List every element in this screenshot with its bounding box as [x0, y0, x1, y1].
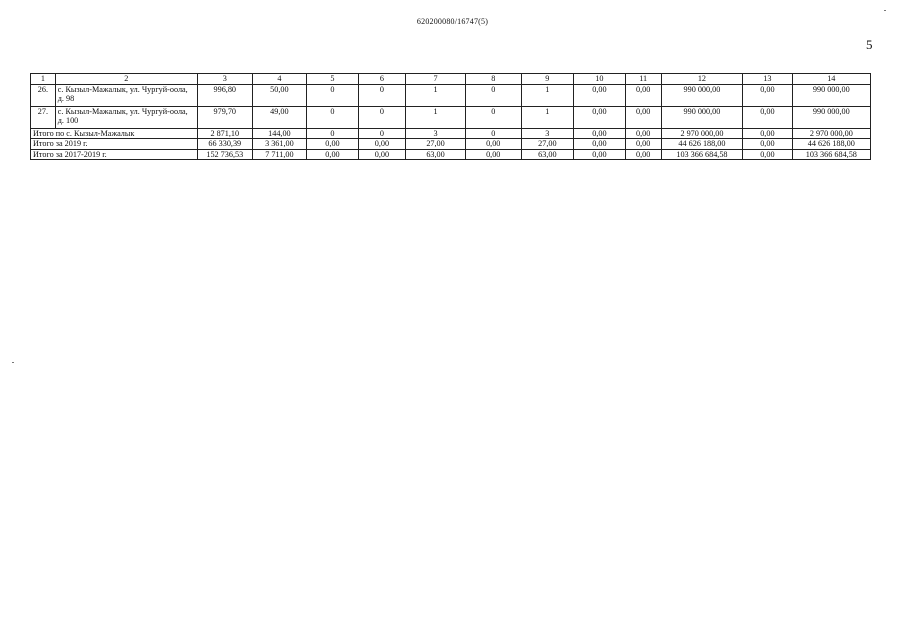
column-number: 11: [625, 74, 661, 85]
total-cell: 63,00: [406, 149, 466, 160]
value-cell: 996,80: [197, 84, 252, 106]
value-cell: 0: [358, 84, 405, 106]
value-cell: 0,00: [574, 84, 626, 106]
page-number: 5: [866, 37, 873, 52]
value-cell: 0,00: [574, 106, 626, 128]
value-cell: 990 000,00: [661, 106, 742, 128]
value-cell: 979,70: [197, 106, 252, 128]
total-cell: 44 626 188,00: [661, 139, 742, 150]
value-cell: 0,00: [625, 106, 661, 128]
total-cell: 7 711,00: [252, 149, 307, 160]
total-label: Итого за 2017-2019 г.: [31, 149, 198, 160]
total-cell: 3: [406, 128, 466, 139]
value-cell: 0,00: [625, 84, 661, 106]
total-cell: 66 330,39: [197, 139, 252, 150]
total-cell: 0,00: [574, 139, 626, 150]
total-cell: 63,00: [521, 149, 574, 160]
total-cell: 27,00: [521, 139, 574, 150]
total-cell: 0: [358, 128, 405, 139]
column-number: 9: [521, 74, 574, 85]
column-number: 1: [31, 74, 56, 85]
total-label: Итого за 2019 г.: [31, 139, 198, 150]
column-number: 7: [406, 74, 466, 85]
total-cell: 152 736,53: [197, 149, 252, 160]
value-cell: 990 000,00: [792, 84, 870, 106]
value-cell: 990 000,00: [661, 84, 742, 106]
value-cell: 0: [307, 84, 359, 106]
value-cell: 0,00: [743, 106, 792, 128]
total-cell: 0,00: [358, 149, 405, 160]
total-cell: 0,00: [625, 128, 661, 139]
value-cell: 0: [307, 106, 359, 128]
total-cell: 103 366 684,58: [661, 149, 742, 160]
total-cell: 0,00: [625, 139, 661, 150]
value-cell: 990 000,00: [792, 106, 870, 128]
total-cell: 0,00: [625, 149, 661, 160]
value-cell: 1: [406, 84, 466, 106]
address-cell: с. Кызыл-Мажалык, ул. Чургуй-оола, д. 100: [55, 106, 197, 128]
scan-speck: [884, 10, 886, 11]
address-cell: с. Кызыл-Мажалык, ул. Чургуй-оола, д. 98: [55, 84, 197, 106]
total-cell: 27,00: [406, 139, 466, 150]
column-number: 5: [307, 74, 359, 85]
total-cell: 0,00: [307, 149, 359, 160]
document-number: 620200080/16747(5): [416, 17, 489, 26]
table-row: [31, 106, 871, 128]
total-cell: 0,00: [743, 149, 792, 160]
column-number: 6: [358, 74, 405, 85]
total-cell: 0: [307, 128, 359, 139]
column-number: 12: [661, 74, 742, 85]
value-cell: 0: [358, 106, 405, 128]
column-number-row: [31, 74, 871, 85]
value-cell: 1: [521, 106, 574, 128]
total-cell: 0,00: [743, 128, 792, 139]
total-cell: 144,00: [252, 128, 307, 139]
total-cell: 3 361,00: [252, 139, 307, 150]
value-cell: 0: [465, 106, 521, 128]
total-cell: 44 626 188,00: [792, 139, 870, 150]
total-cell: 0,00: [465, 139, 521, 150]
total-cell: 0,00: [358, 139, 405, 150]
column-number: 2: [55, 74, 197, 85]
column-number: 13: [743, 74, 792, 85]
value-cell: 0: [465, 84, 521, 106]
column-number: 14: [792, 74, 870, 85]
column-number: 4: [252, 74, 307, 85]
table-row: [31, 84, 871, 106]
total-cell: 103 366 684,58: [792, 149, 870, 160]
total-row: [31, 149, 871, 160]
total-cell: 0,00: [574, 149, 626, 160]
total-cell: 0,00: [465, 149, 521, 160]
value-cell: 1: [406, 106, 466, 128]
total-cell: 2 970 000,00: [792, 128, 870, 139]
total-cell: 0,00: [574, 128, 626, 139]
row-number: 27.: [31, 106, 56, 128]
column-number: 3: [197, 74, 252, 85]
scan-speck: [12, 362, 14, 363]
value-cell: 49,00: [252, 106, 307, 128]
total-cell: 0,00: [307, 139, 359, 150]
total-cell: 0: [465, 128, 521, 139]
total-row: [31, 128, 871, 139]
row-number: 26.: [31, 84, 56, 106]
value-cell: 0,00: [743, 84, 792, 106]
column-number: 8: [465, 74, 521, 85]
buildings-table: [30, 73, 871, 160]
value-cell: 50,00: [252, 84, 307, 106]
total-cell: 2 871,10: [197, 128, 252, 139]
total-cell: 0,00: [743, 139, 792, 150]
total-cell: 2 970 000,00: [661, 128, 742, 139]
total-label: Итого по с. Кызыл-Мажалык: [31, 128, 198, 139]
column-number: 10: [574, 74, 626, 85]
value-cell: 1: [521, 84, 574, 106]
total-row: [31, 139, 871, 150]
total-cell: 3: [521, 128, 574, 139]
